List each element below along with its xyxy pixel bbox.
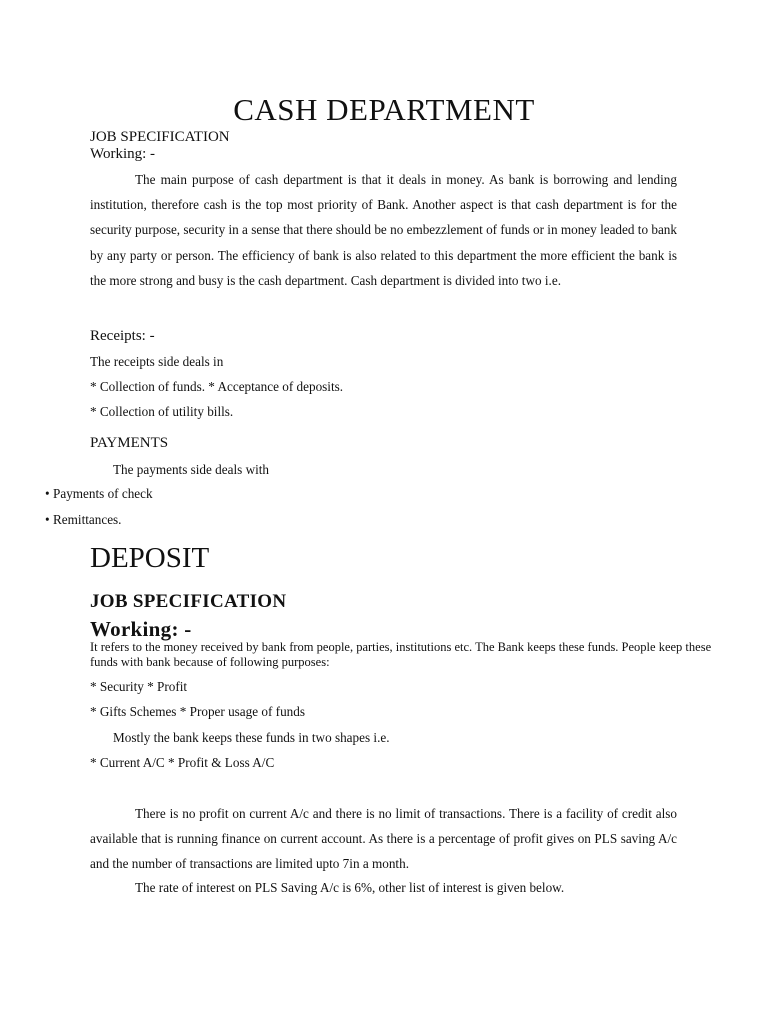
deposit-title: DEPOSIT (90, 542, 210, 574)
payments-list-item (45, 485, 153, 503)
receipts-line-2: * Collection of utility bills. (90, 404, 234, 419)
receipts-heading: Receipts: - (90, 328, 155, 344)
deposit-purposes-line-2: * Gifts Schemes * Proper usage of funds (90, 704, 305, 719)
payments-item-label: Remittances. (53, 512, 122, 527)
payments-heading: PAYMENTS (90, 435, 169, 451)
deposit-intro-paragraph: It refers to the money received by bank from people, parties, institutions etc. The Bank keeps these funds. People keep these funds with bank because of following purposes: (90, 640, 712, 669)
cash-job-specification-heading: JOB SPECIFICATION (90, 129, 230, 145)
payments-list-item (45, 511, 121, 529)
deposit-profit-paragraph: There is no profit on current A/c and there is no limit of transactions. There is a facility of credit also available that is running finance on current account. As there is a percentage of profit gives on PLS saving A/c and the number of transactions are limited upto 7in a month. (90, 806, 677, 872)
deposit-shapes-intro: Mostly the bank keeps these funds in two shapes i.e. (113, 730, 390, 745)
deposit-rate-line: The rate of interest on PLS Saving A/c is 6%, other list of interest is given below. (135, 880, 565, 895)
bullet-icon: • (45, 512, 50, 527)
deposit-job-specification-heading: JOB SPECIFICATION (90, 591, 287, 612)
deposit-purposes-line-1: * Security * Profit (90, 679, 188, 694)
receipts-intro: The receipts side deals in (90, 354, 224, 369)
deposit-working-heading: Working: - (90, 617, 192, 641)
receipts-line-1: * Collection of funds. * Acceptance of deposits. (90, 379, 344, 394)
payments-intro: The payments side deals with (113, 462, 270, 477)
deposit-shapes-line: * Current A/C * Profit & Loss A/C (90, 755, 275, 770)
payments-item-label: Payments of check (53, 486, 153, 501)
cash-working-heading: Working: - (90, 146, 156, 162)
bullet-icon: • (45, 486, 50, 501)
cash-department-title: CASH DEPARTMENT (233, 92, 535, 127)
cash-purpose-paragraph: The main purpose of cash department is that it deals in money. As bank is borrowing and lending institution, therefore cash is the top most priority of Bank. Another aspect is that cash department is for the security purpose, security in a sense that there should be no embezzlement of funds or in money leaded to bank by any party or person. The efficiency of bank is also related to this department the more efficient the bank is the more strong and busy is the cash department. Cash department is divided into two i.e. (90, 172, 677, 288)
